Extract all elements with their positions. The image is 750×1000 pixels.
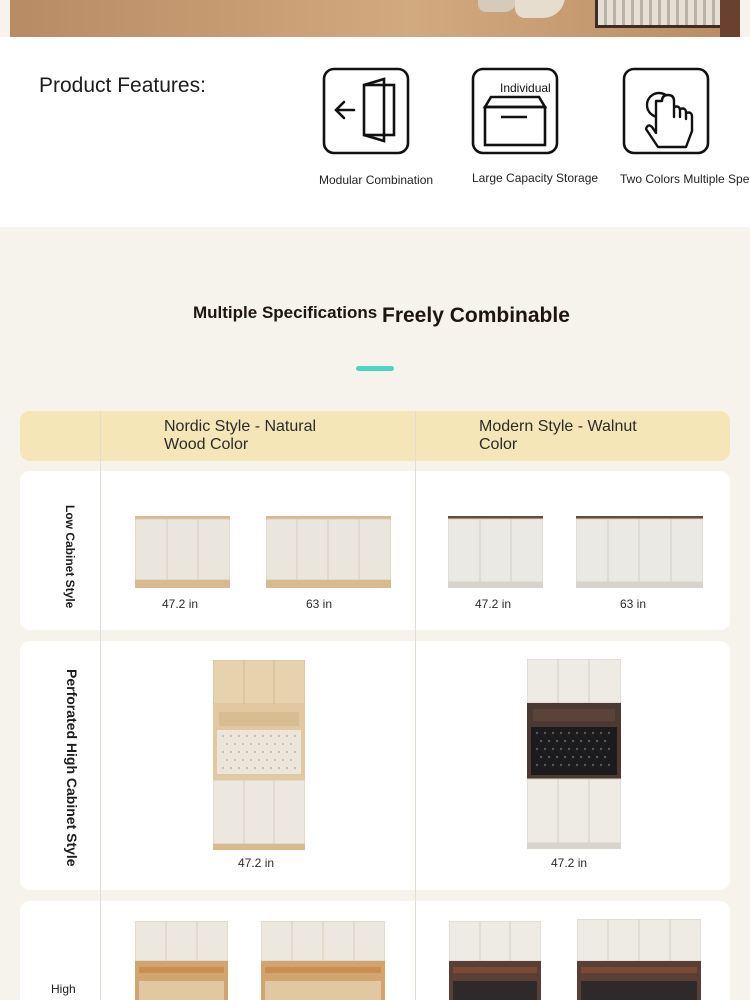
- spec-row-perforated-high: [20, 641, 730, 890]
- feature-colors: [620, 67, 750, 186]
- cabinet-image: [213, 660, 305, 850]
- feature-modular: [319, 67, 434, 187]
- column-header-nordic: Nordic Style - Natural Wood Color: [164, 418, 317, 453]
- cabinet-image: [576, 516, 703, 588]
- row-label: Perforated High Cabinet Style: [64, 669, 80, 867]
- cabinet-image: [266, 516, 391, 588]
- cabinet-image: [577, 919, 701, 1000]
- spec-table-header: [20, 411, 730, 461]
- feature-storage: [471, 67, 599, 185]
- row-label-cell: [20, 641, 100, 890]
- hero-image: [10, 0, 740, 37]
- cabinet-image: [449, 921, 541, 1000]
- cabinet-image: [135, 516, 230, 588]
- row-label: Low Cabinet Style: [63, 505, 77, 609]
- specs-heading-left: Multiple Specifications: [193, 303, 378, 322]
- row-label: High: [51, 982, 76, 996]
- specs-heading: [0, 300, 750, 336]
- feature-label: Two Colors Multiple Spe: [620, 172, 750, 186]
- cabinet-image: [135, 921, 228, 1000]
- row-label-cell: [20, 471, 100, 630]
- cabinet-image: [261, 921, 385, 1000]
- spec-row-high: [20, 901, 730, 1000]
- feature-label: Large Capacity Storage: [472, 171, 599, 185]
- spec-row-low-cabinet: [20, 471, 730, 630]
- size-label: 47.2 in: [475, 597, 512, 611]
- feature-label: Modular Combination: [319, 173, 434, 187]
- tap-hand-icon: [622, 67, 710, 155]
- individual-badge: Individual: [500, 81, 551, 95]
- size-label: 63 in: [306, 597, 333, 611]
- size-label: 47.2 in: [162, 597, 199, 611]
- features-title: Product Features:: [39, 74, 206, 97]
- specs-heading-right: Freely Combinable: [382, 304, 570, 327]
- accent-divider: [356, 366, 394, 371]
- modular-arrow-icon: [322, 67, 410, 155]
- product-features: [0, 37, 750, 227]
- size-label: 63 in: [620, 597, 647, 611]
- cabinet-image: [527, 659, 621, 849]
- cabinet-image: [448, 516, 543, 588]
- column-divider: [100, 411, 101, 1000]
- size-label: 47.2 in: [238, 856, 275, 870]
- size-label: 47.2 in: [551, 856, 588, 870]
- row-label-cell: [20, 901, 100, 1000]
- column-divider: [415, 411, 416, 1000]
- column-header-modern: Modern Style - Walnut Color: [479, 418, 637, 453]
